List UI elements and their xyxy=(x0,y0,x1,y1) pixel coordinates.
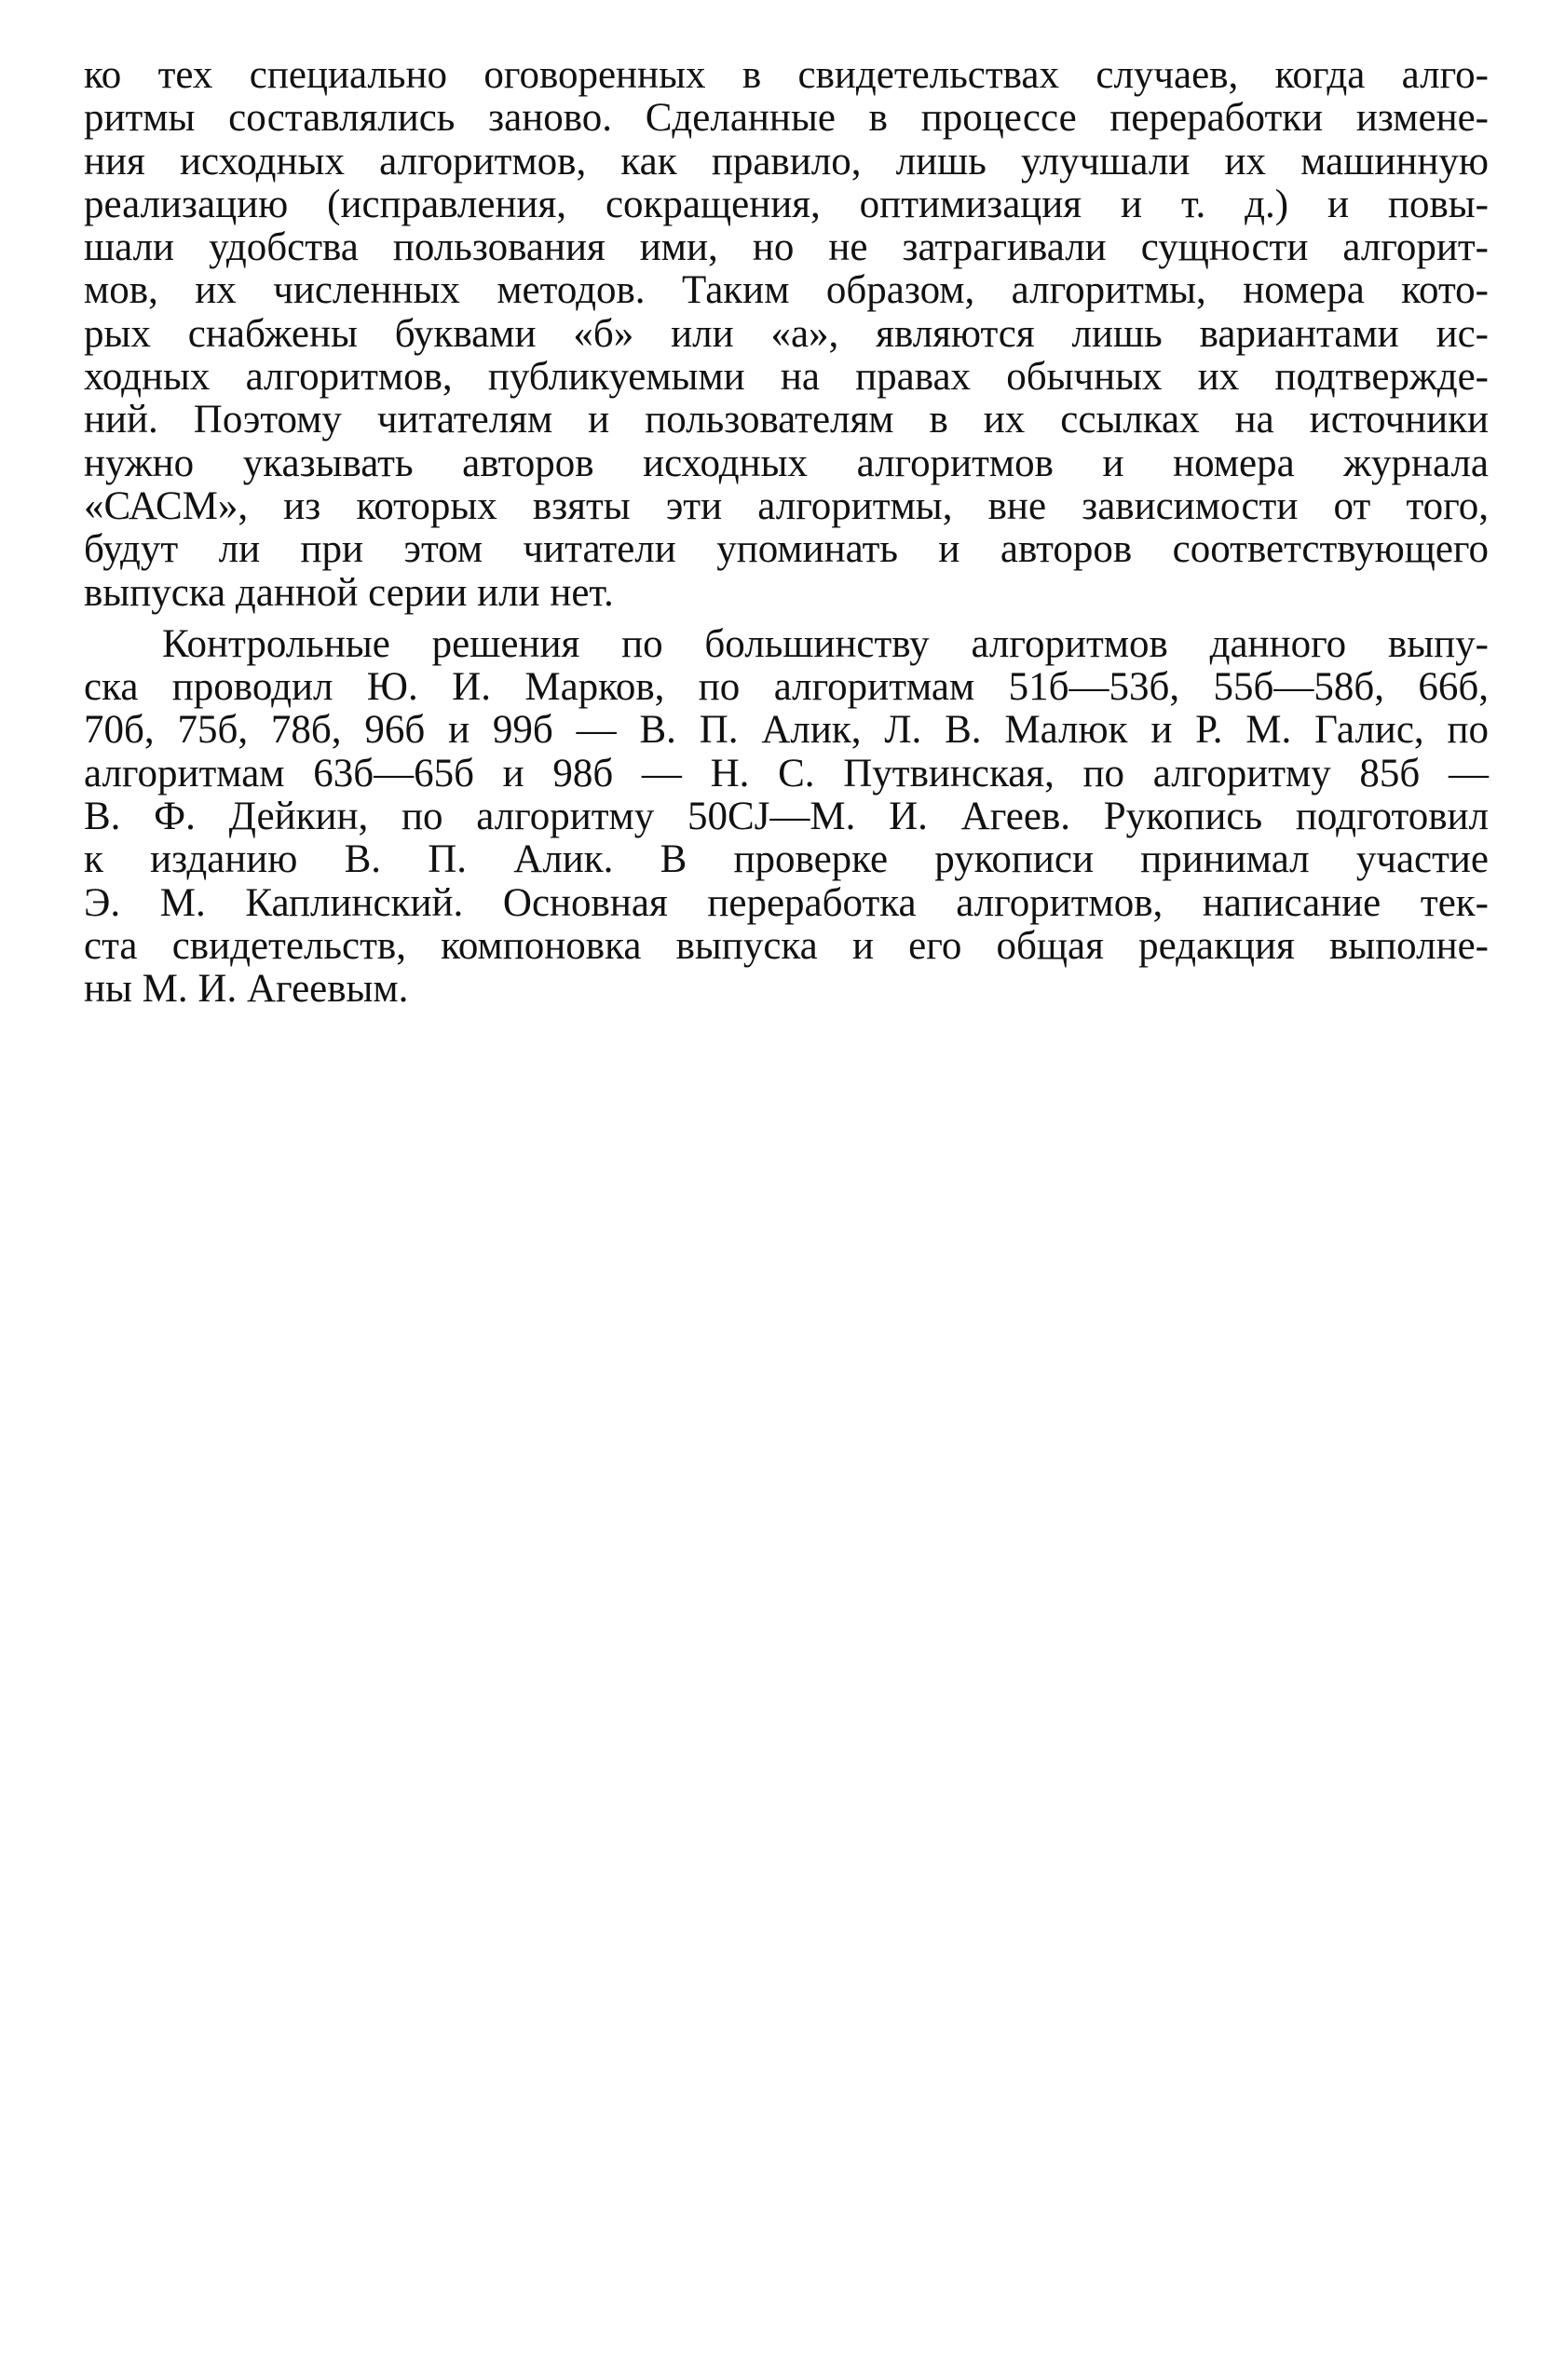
text-line: рых снабжены буквами «б» или «а», являются лишь вариантами ис- xyxy=(84,311,1489,356)
text-line: алгоритмам 63б—65б и 98б — Н. С. Путвинская, по алгоритму 85б — xyxy=(84,751,1489,796)
text-line: будут ли при этом читатели упоминать и авторов соответствующего xyxy=(84,527,1489,572)
text-line: мов, их численных методов. Таким образом, алгоритмы, номера кото- xyxy=(84,268,1489,313)
text-line: В. Ф. Дейкин, по алгоритму 50CJ—М. И. Агеев. Рукопись подготовил xyxy=(84,795,1489,839)
text-line: ны М. И. Агеевым. xyxy=(84,967,409,1012)
text-line: ритмы составлялись заново. Сделанные в процессе переработки измене- xyxy=(84,96,1489,141)
text-line: реализацию (исправления, сокращения, оптимизация и т. д.) и повы- xyxy=(84,182,1489,226)
text-line: ний. Поэтому читателям и пользователям в их ссылках на источники xyxy=(84,398,1489,442)
text-line: ходных алгоритмов, публикуемыми на правах обычных их подтвержде- xyxy=(84,355,1489,400)
text-line: ста свидетельств, компоновка выпуска и его общая редакция выполне- xyxy=(84,923,1489,968)
paragraph-2 xyxy=(84,623,1489,1012)
text-line: «САСМ», из которых взяты эти алгоритмы, вне зависимости от того, xyxy=(84,483,1489,528)
text-line: ко тех специально оговоренных в свидетельствах случаев, когда алго- xyxy=(84,53,1489,97)
text-line: 70б, 75б, 78б, 96б и 99б — В. П. Алик, Л. В. Малюк и Р. М. Галис, по xyxy=(84,708,1489,753)
text-line: ния исходных алгоритмов, как правило, лишь улучшали их машинную xyxy=(84,139,1489,184)
text-line: к изданию В. П. Алик. В проверке рукописи принимал участие xyxy=(84,837,1489,882)
text-line: нужно указывать авторов исходных алгоритмов и номера журнала xyxy=(84,441,1489,485)
paragraph-1 xyxy=(84,54,1489,615)
text-line: ска проводил Ю. И. Марков, по алгоритмам 51б—53б, 55б—58б, 66б, xyxy=(84,665,1489,710)
document-page xyxy=(84,54,1489,1012)
text-line: Контрольные решения по большинству алгоритмов данного выпу- xyxy=(162,621,1489,666)
text-line: выпуска данной серии или нет. xyxy=(84,570,614,615)
text-line: шали удобства пользования ими, но не затрагивали сущности алгорит- xyxy=(84,225,1489,270)
text-line: Э. М. Каплинский. Основная переработка алгоритмов, написание тек- xyxy=(84,880,1489,925)
